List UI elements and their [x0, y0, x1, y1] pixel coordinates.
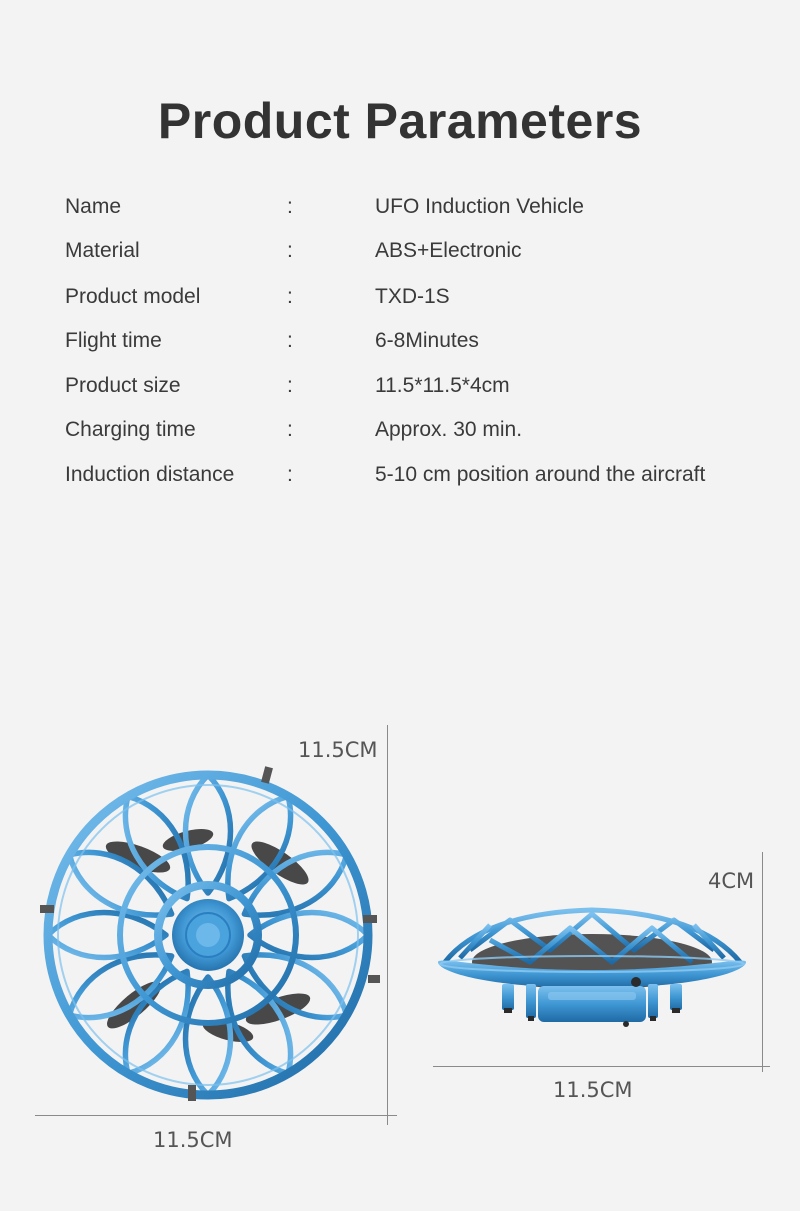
param-separator: : — [287, 418, 293, 441]
top-view-width-line — [35, 1115, 397, 1116]
param-separator: : — [287, 285, 293, 308]
param-label: Material — [65, 239, 140, 262]
param-row-model — [0, 285, 800, 315]
side-view-width-label: 11.5CM — [553, 1078, 633, 1102]
param-row-size — [0, 374, 800, 404]
page-title: Product Parameters — [157, 93, 643, 149]
ufo-top-view-image — [30, 755, 390, 1115]
side-view-height-label: 4CM — [708, 869, 755, 893]
param-row-induction-distance — [0, 463, 800, 493]
param-row-charging-time — [0, 418, 800, 448]
top-view-height-label: 11.5CM — [298, 738, 378, 762]
param-value: 11.5*11.5*4cm — [375, 374, 510, 397]
top-view-height-line — [387, 725, 388, 1125]
param-value: Approx. 30 min. — [375, 418, 523, 441]
param-label: Product size — [65, 374, 181, 397]
param-row-flight-time — [0, 329, 800, 359]
param-separator: : — [287, 195, 293, 218]
ufo-side-view-image — [430, 900, 760, 1040]
param-value: 5-10 cm position around the aircraft — [375, 463, 706, 486]
param-separator: : — [287, 374, 293, 397]
param-value: TXD-1S — [375, 285, 450, 308]
parameters-table — [0, 0, 800, 520]
side-view-height-line — [762, 852, 763, 1072]
param-value: ABS+Electronic — [375, 239, 522, 262]
param-value: UFO Induction Vehicle — [375, 195, 584, 218]
param-separator: : — [287, 329, 293, 352]
param-row-material — [0, 239, 800, 269]
param-separator: : — [287, 463, 293, 486]
side-view-width-line — [433, 1066, 770, 1067]
param-separator: : — [287, 239, 293, 262]
param-label: Name — [65, 195, 122, 218]
param-row-name — [0, 195, 800, 225]
param-label: Induction distance — [65, 463, 235, 486]
param-value: 6-8Minutes — [375, 329, 479, 352]
param-label: Flight time — [65, 329, 162, 352]
param-label: Charging time — [65, 418, 196, 441]
top-view-width-label: 11.5CM — [153, 1128, 233, 1152]
param-label: Product model — [65, 285, 201, 308]
